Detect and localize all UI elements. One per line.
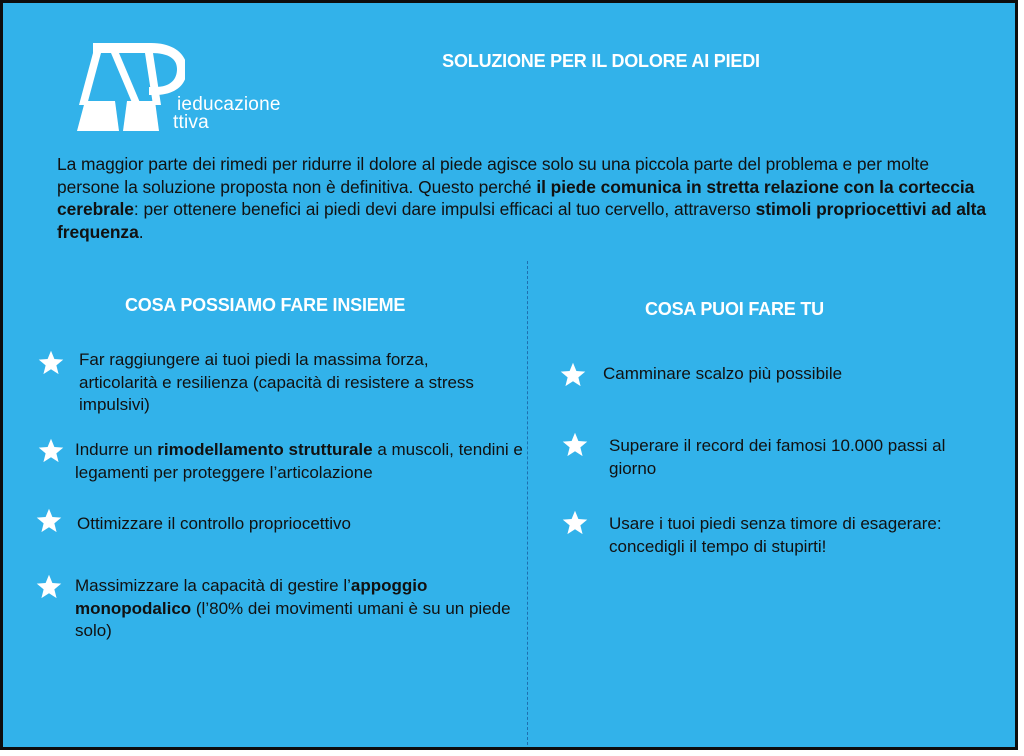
left-item-text-3 (77, 513, 507, 536)
right-item-text-2 (609, 435, 969, 480)
intro-bold-1: il piede comunica in stretta relazione con la corteccia cerebrale (57, 176, 975, 219)
ra-logo-icon (75, 43, 185, 133)
left-item-1-text: Far raggiungere ai tuoi piedi la massima forza, articolarità e resilienza (capacità di resistere a stress impulsivi) (79, 350, 474, 414)
left-item-2-text-a: Indurre un (75, 440, 158, 459)
star-icon (37, 349, 65, 377)
left-item-4-text-a: Massimizzare la capacità di gestire l’ (75, 576, 351, 595)
right-column-title: COSA PUOI FARE TU (645, 299, 824, 319)
right-item-2-text: Superare il record dei famosi 10.000 passi al giorno (609, 436, 946, 478)
left-item-2-text-b: a muscoli, tendini e legamenti per proteggere l’articolazione (75, 440, 523, 482)
logo-text-line1: ieducazione (177, 94, 281, 115)
star-icon (559, 361, 587, 389)
column-divider (527, 261, 528, 750)
right-item-text-1 (603, 363, 983, 386)
left-column-title: COSA POSSIAMO FARE INSIEME (125, 295, 406, 315)
intro-paragraph (57, 153, 987, 243)
intro-text-3: . (138, 221, 144, 242)
star-icon (37, 437, 65, 465)
left-item-text-1 (79, 349, 509, 417)
left-item-4-bold: appoggio monopodalico (75, 576, 428, 618)
left-item-4-text-b: (l’80% dei movimenti umani è su un piede solo) (75, 598, 511, 640)
left-item-text-4 (75, 575, 515, 643)
star-icon (35, 573, 63, 601)
right-item-1-text: Camminare scalzo più possibile (603, 364, 843, 383)
star-icon (561, 509, 589, 537)
star-icon (561, 431, 589, 459)
left-item-2-bold: rimodellamento strutturale (157, 440, 373, 459)
page-title: SOLUZIONE PER IL DOLORE AI PIEDI (442, 51, 760, 71)
right-item-3-text: Usare i tuoi piedi senza timore di esagerare: concedigli il tempo di stupirti! (609, 514, 942, 556)
intro-text-2: : per ottenere benefici ai piedi devi dare impulsi efficaci al tuo cervello, attraverso (133, 199, 756, 219)
star-icon (35, 507, 63, 535)
right-item-text-3 (609, 513, 1009, 558)
rieducazione-attiva-logo (75, 43, 305, 133)
left-item-text-2 (75, 439, 525, 484)
intro-bold-2: stimoli propriocettivi ad alta frequenza (57, 199, 987, 242)
logo-text-line2: ttiva (173, 112, 209, 133)
left-item-3-text: Ottimizzare il controllo propriocettivo (77, 514, 351, 533)
intro-text-1: La maggior parte dei rimedi per ridurre il dolore al piede agisce solo su una piccola parte del problema e per molte persone la soluzione proposta non è definitiva. Questo perché (57, 154, 929, 197)
